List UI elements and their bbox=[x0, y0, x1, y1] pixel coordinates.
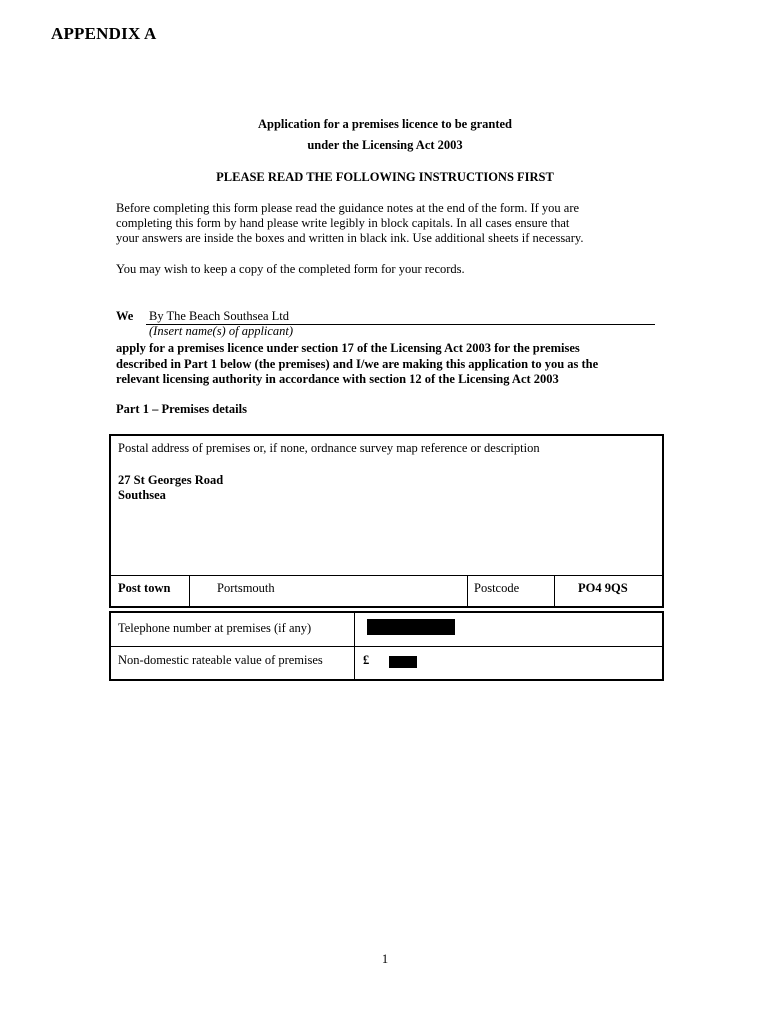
instructions-heading: PLEASE READ THE FOLLOWING INSTRUCTIONS FIRST bbox=[216, 170, 554, 184]
contact-details-box bbox=[109, 611, 664, 681]
postcode-value-divider bbox=[554, 575, 555, 606]
instructions-line3: your answers are inside the boxes and written in black ink. Use additional sheets if necessary. bbox=[116, 231, 584, 245]
postcode-field[interactable]: PO4 9QS bbox=[578, 581, 628, 595]
pound-symbol: £ bbox=[363, 653, 370, 667]
post-town-field[interactable]: Portsmouth bbox=[217, 581, 275, 595]
address-line1-field[interactable]: 27 St Georges Road bbox=[118, 473, 224, 487]
we-label: We bbox=[116, 309, 134, 323]
application-statement-line1: apply for a premises licence under section 17 of the Licensing Act 2003 for the premises bbox=[116, 341, 580, 355]
post-town-divider bbox=[189, 575, 190, 606]
address-row-divider bbox=[111, 575, 662, 576]
post-town-label: Post town bbox=[118, 581, 171, 595]
applicant-name-hint: (Insert name(s) of applicant) bbox=[149, 324, 294, 338]
postcode-label: Postcode bbox=[474, 581, 520, 595]
telephone-label: Telephone number at premises (if any) bbox=[118, 621, 312, 635]
postcode-label-divider bbox=[467, 575, 468, 606]
contact-row-divider bbox=[111, 646, 662, 647]
telephone-redacted-field[interactable] bbox=[367, 619, 455, 635]
address-label: Postal address of premises or, if none, ordnance survey map reference or description bbox=[118, 441, 540, 455]
appendix-heading: APPENDIX A bbox=[51, 24, 157, 43]
form-title-line1: Application for a premises licence to be granted bbox=[257, 117, 513, 131]
instructions-line1: Before completing this form please read the guidance notes at the end of the form. If you are bbox=[116, 201, 580, 215]
premises-address-box bbox=[109, 434, 664, 608]
application-statement-line3: relevant licensing authority in accordance with section 12 of the Licensing Act 2003 bbox=[116, 372, 559, 386]
contact-column-divider bbox=[354, 613, 355, 679]
form-title-line2: under the Licensing Act 2003 bbox=[307, 138, 463, 152]
instructions-line2: completing this form by hand please write legibly in block capitals. In all cases ensure that bbox=[116, 216, 570, 230]
applicant-name-field[interactable]: By The Beach Southsea Ltd bbox=[149, 309, 290, 323]
keep-copy-note: You may wish to keep a copy of the completed form for your records. bbox=[116, 262, 465, 276]
application-statement bbox=[116, 341, 676, 388]
rateable-value-label: Non-domestic rateable value of premises bbox=[118, 653, 323, 667]
part1-heading: Part 1 – Premises details bbox=[116, 402, 247, 416]
address-line2-field[interactable]: Southsea bbox=[118, 488, 166, 502]
page-number: 1 bbox=[381, 952, 389, 966]
rateable-value-redacted-field[interactable] bbox=[389, 656, 417, 668]
instructions-paragraph bbox=[116, 201, 656, 246]
application-statement-line2: described in Part 1 below (the premises) and I/we are making this application to you as the bbox=[116, 356, 599, 371]
